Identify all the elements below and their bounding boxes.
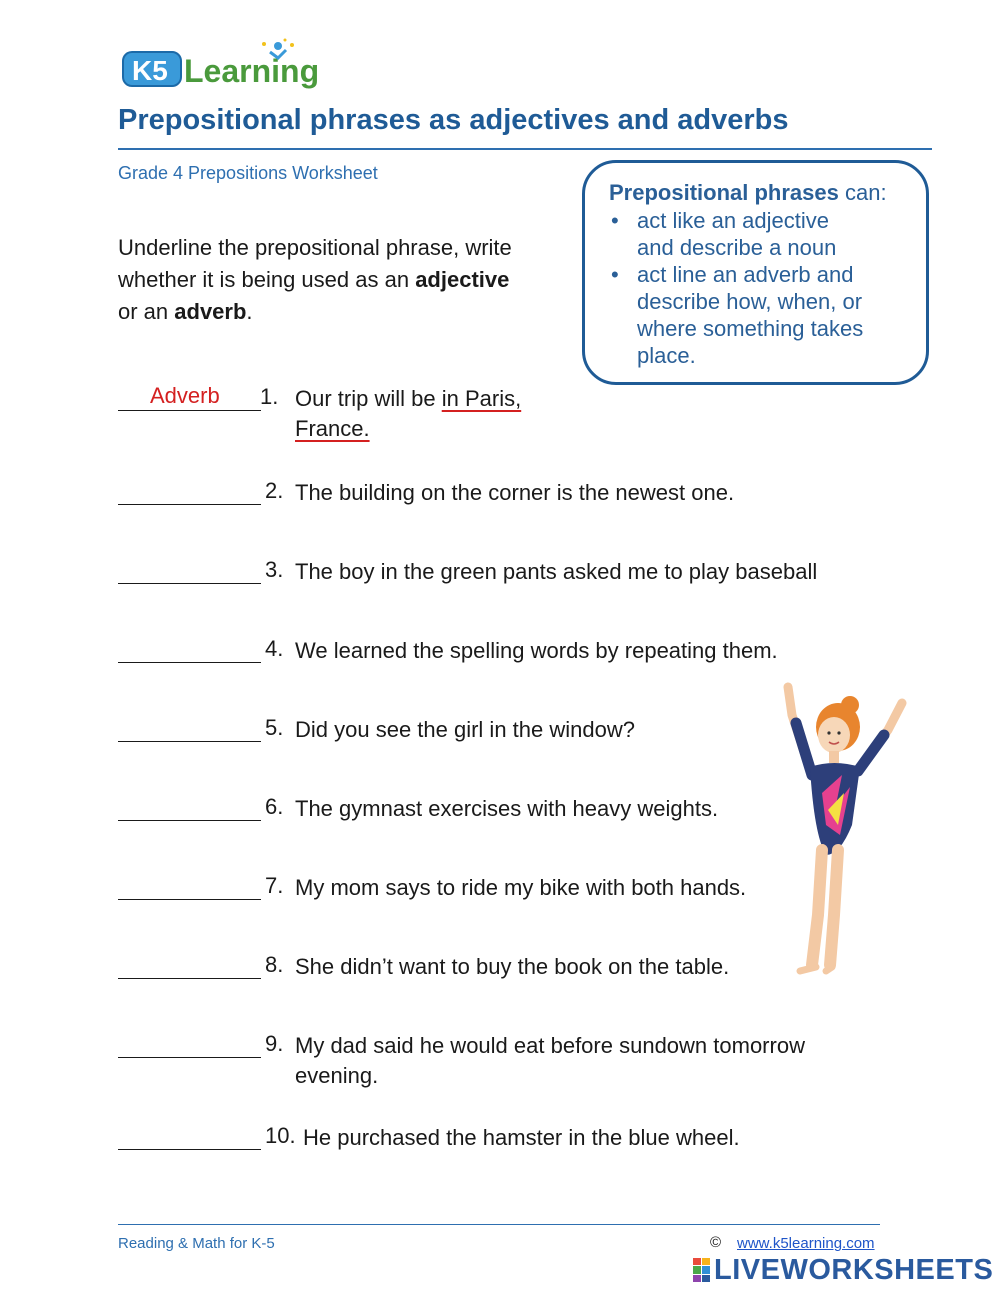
question-number: 5. (265, 715, 284, 740)
question-number: 3. (265, 557, 284, 582)
question-text-line: evening. (295, 1063, 379, 1088)
info-box-heading-rest: can: (838, 180, 887, 205)
question-text: We learned the spelling words by repeating them. (295, 638, 778, 663)
info-box-heading (609, 180, 887, 206)
question-number: 1. (260, 384, 279, 409)
underlined-phrase: France. (295, 416, 370, 441)
question-number: 7. (265, 873, 284, 898)
bullet-line: act line an adverb and (637, 262, 854, 287)
example-answer: Adverb (150, 383, 220, 408)
question-text: He purchased the hamster in the blue wheel. (303, 1125, 740, 1150)
footer-divider (118, 1224, 880, 1225)
k5learning-link[interactable]: www.k5learning.com (737, 1235, 875, 1252)
bullet-line: where something takes (637, 316, 864, 341)
bullet-dot-icon: • (611, 262, 619, 287)
bullet-line: place. (637, 343, 696, 368)
answer-blank[interactable] (118, 794, 261, 821)
question-number: 2. (265, 478, 284, 503)
underlined-phrase: in Paris, (441, 386, 522, 411)
question-text: She didn’t want to buy the book on the table. (295, 954, 730, 979)
info-box-bullet-adverb (611, 261, 877, 369)
instructions-line (118, 296, 538, 328)
answer-blank[interactable] (118, 557, 261, 584)
prepositional-phrases-info-box (582, 160, 929, 385)
bullet-line: act like an adjective (637, 208, 829, 233)
instructions-line: Underline the prepositional phrase, write (118, 235, 512, 260)
question-text (295, 1031, 805, 1091)
bullet-line: describe how, when, or (637, 289, 863, 314)
question-text: My mom says to ride my bike with both hands. (295, 875, 747, 900)
question-text: The boy in the green pants asked me to play baseball (295, 559, 818, 584)
question-text-part: Our trip will be (295, 386, 442, 411)
instructions (118, 232, 538, 328)
question-text: The building on the corner is the newest one. (295, 480, 735, 505)
question-text-line: My dad said he would eat before sundown tomorrow (295, 1033, 805, 1058)
instructions-text: . (246, 299, 253, 324)
answer-blank[interactable] (118, 715, 261, 742)
footer-tagline: Reading & Math for K-5 (118, 1235, 275, 1252)
answer-blank[interactable] (118, 1031, 261, 1058)
question-number: 8. (265, 952, 284, 977)
k5-learning-logo (120, 38, 335, 93)
info-box-bullet-adjective (611, 207, 877, 261)
copyright-icon: © (710, 1234, 722, 1251)
bullet-line: and describe a noun (637, 235, 837, 260)
instructions-line (118, 264, 538, 296)
answer-blank[interactable] (118, 1123, 261, 1150)
instructions-bold: adjective (415, 267, 510, 292)
liveworksheets-brand (693, 1254, 993, 1286)
instructions-text: whether it is being used as an (118, 267, 416, 292)
info-box-list (611, 207, 877, 369)
answer-blank[interactable] (118, 873, 261, 900)
instructions-text: or an (118, 299, 175, 324)
bullet-dot-icon: • (611, 208, 619, 233)
liveworksheets-wordmark: LIVEWORKSHEETS (714, 1253, 994, 1286)
instructions-bold: adverb (174, 299, 247, 324)
question-number: 4. (265, 636, 284, 661)
logo-word-text: Learning (184, 53, 320, 89)
question-number: 6. (265, 794, 284, 819)
question-number: 9. (265, 1031, 284, 1056)
question-number: 10. (265, 1123, 296, 1148)
title-divider (118, 148, 932, 150)
question-text: Did you see the girl in the window? (295, 717, 635, 742)
answer-blank[interactable] (118, 478, 261, 505)
question-text (295, 384, 521, 444)
liveworksheets-logo-icon (693, 1258, 710, 1282)
gymnast-illustration (770, 675, 920, 980)
question-text: The gymnast exercises with heavy weights. (295, 796, 719, 821)
page-title: Prepositional phrases as adjectives and adverbs (118, 104, 789, 136)
answer-blank[interactable] (118, 636, 261, 663)
answer-blank[interactable] (118, 952, 261, 979)
worksheet-subtitle: Grade 4 Prepositions Worksheet (118, 163, 378, 183)
info-box-heading-bold: Prepositional phrases (609, 180, 839, 205)
logo-badge-text: K5 (132, 55, 168, 86)
